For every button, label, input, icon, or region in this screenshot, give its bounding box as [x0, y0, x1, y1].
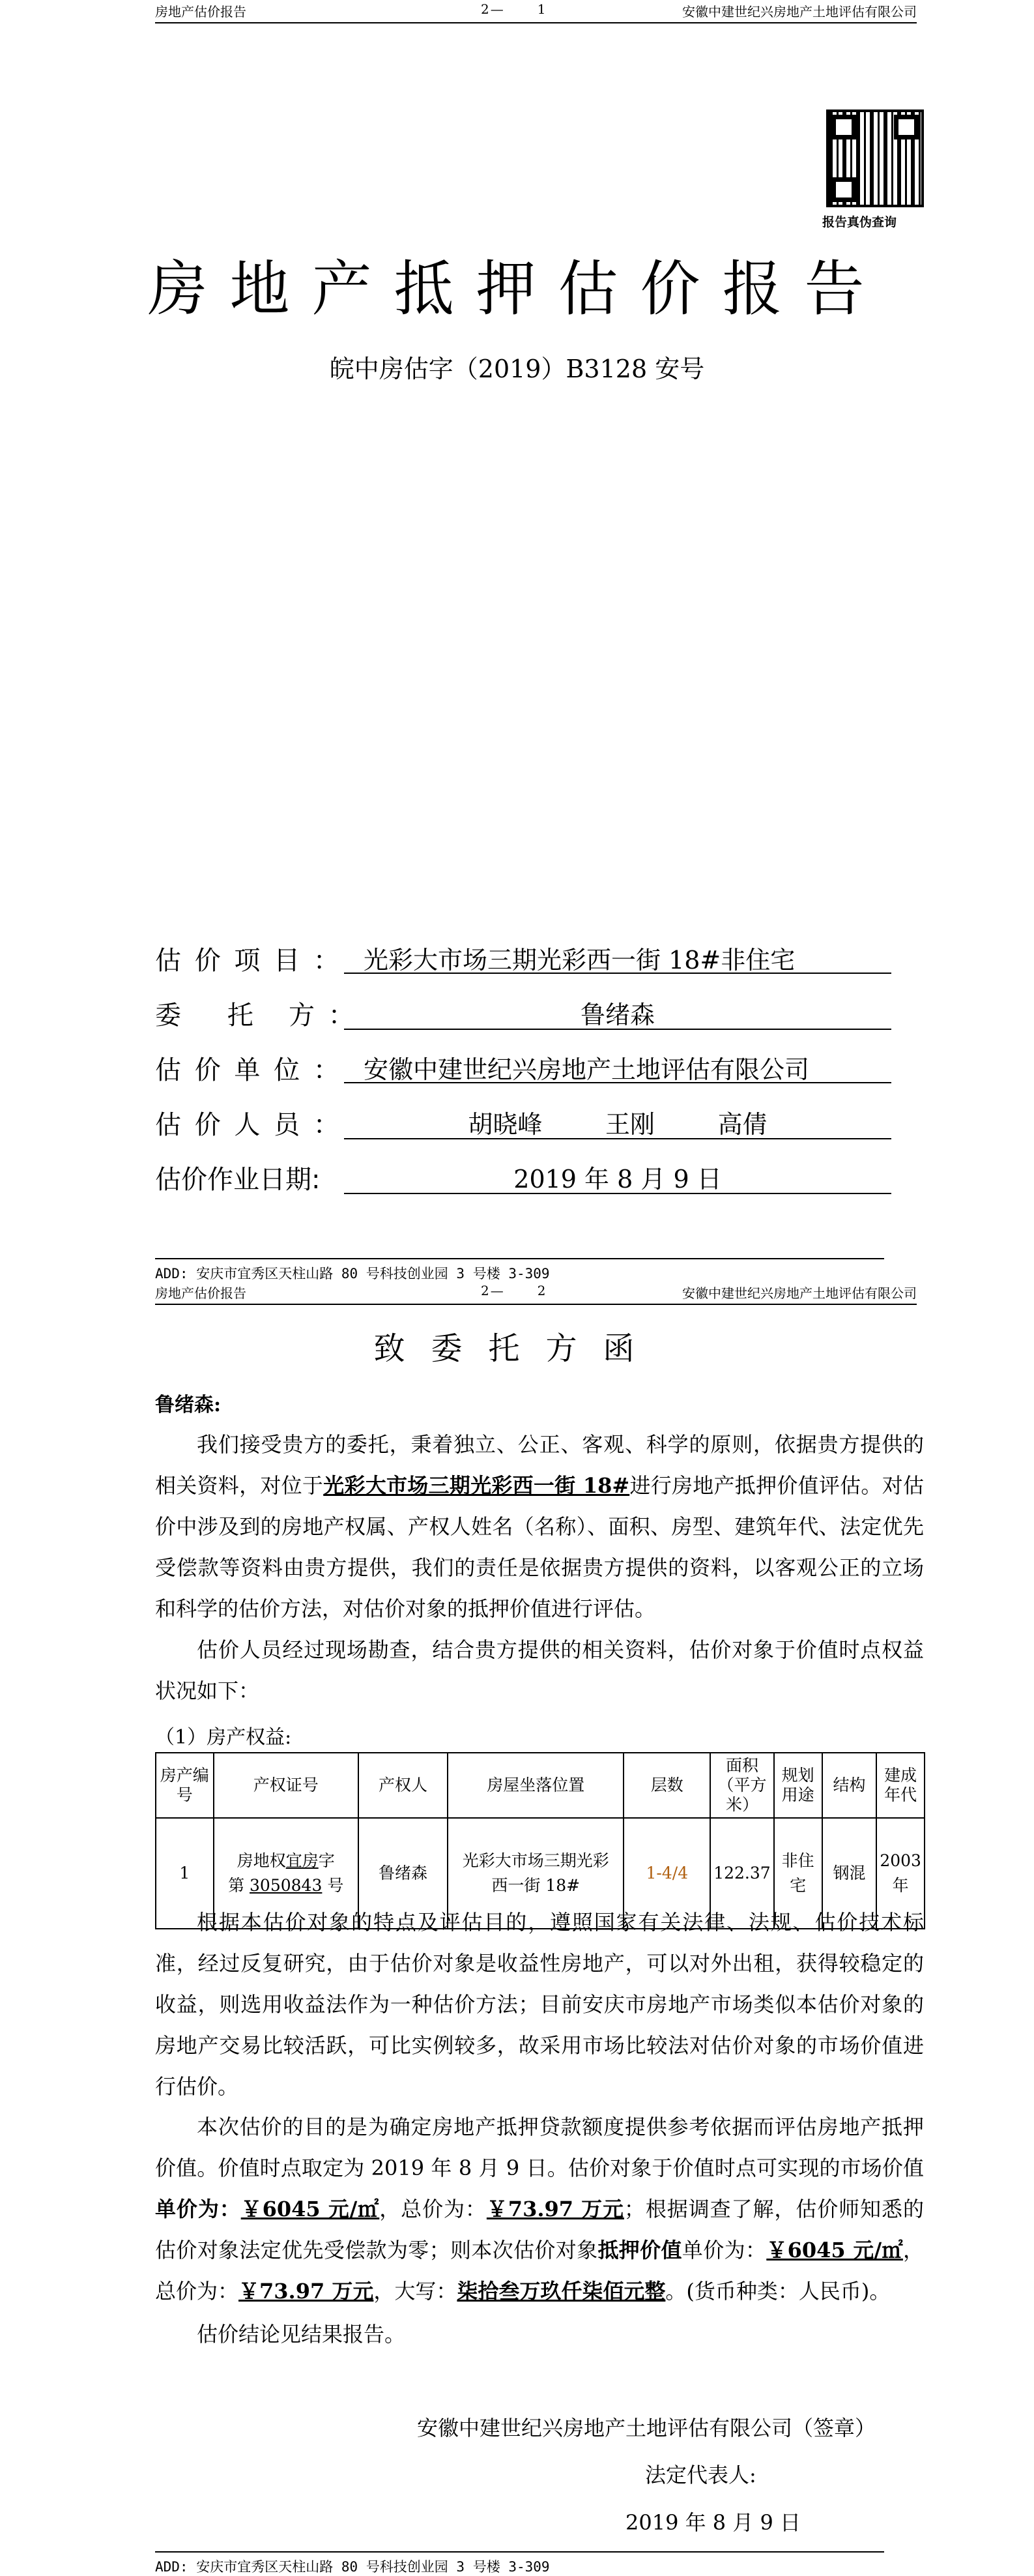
paragraph-2: 估价人员经过现场勘查，结合贵方提供的相关资料，估价对象于价值时点权益状况如下：	[155, 1637, 924, 1703]
page-header	[155, 1281, 917, 1305]
cell-location: 光彩大市场三期光彩西一街 18#	[448, 1818, 624, 1929]
col-header: 结构	[822, 1753, 877, 1818]
col-header: 规划用途	[774, 1753, 822, 1818]
header-page-number: 2— 1	[481, 1, 547, 17]
header-left: 房地产估价报告	[155, 4, 246, 20]
qr-code-icon[interactable]	[826, 110, 924, 207]
col-header: 产权证号	[214, 1753, 358, 1818]
field-value: 安徽中建世纪兴房地产土地评估有限公司	[344, 1049, 891, 1083]
paragraph-1: 我们接受贵方的委托，秉着独立、公正、客观、科学的原则，依据贵方提供的相关资料，对位于光彩大市场三期光彩西一街 18#进行房地产抵押价值评估。对估价中涉及到的房地产权属、产权人姓名（名称）、面积、房型、建筑年代、法定优先受偿款等资料由贵方提供，我们的责任是依据贵方提供的资料，以客观公正的立场和科学的估价方法，对估价对象的抵押价值进行评估。	[155, 1432, 924, 1621]
field-label: 估 价 人 员 ：	[155, 1110, 342, 1140]
cell-no: 1	[156, 1818, 214, 1929]
salutation: 鲁绪森:	[155, 1394, 222, 1416]
report-title: 房地产抵押估价报告	[147, 254, 887, 324]
page-header	[155, 0, 917, 23]
letter-title: 致委托方函	[373, 1330, 661, 1367]
unit-price: ￥6045 元/㎡	[240, 2197, 380, 2221]
mortgage-unit-price: ￥6045 元/㎡	[766, 2238, 903, 2262]
field-label: 委 托 方 ：	[155, 1001, 357, 1031]
header-right: 安徽中建世纪兴房地产土地评估有限公司	[682, 4, 917, 20]
page-footer: ADD: 安庆市宜秀区天柱山路 80 号科技创业园 3 号楼 3-309	[155, 1258, 884, 1283]
cell-owner: 鲁绪森	[358, 1818, 448, 1929]
paragraph-4: 本次估价的目的是为确定房地产抵押贷款额度提供参考依据而评估房地产抵押价值。价值时点取定为 2019 年 8 月 9 日。估价对象于价值时点可实现的市场价值单价为：￥6045 元/㎡，总价为：￥73.97 万元；根据调查了解，估价师知悉的估价对象法定优先受偿款为零；则本次估价对象抵押价值单价为：￥6045 元/㎡，总价为：￥73.97 万元，大写：柒拾叁万玖仟柒佰元整。(货币种类：人民币)。	[155, 2115, 924, 2304]
signature-representative: 法定代表人:	[645, 2463, 756, 2487]
field-appraisers	[155, 1104, 891, 1143]
page-footer: ADD: 安庆市宜秀区天柱山路 80 号科技创业园 3 号楼 3-309	[155, 2551, 884, 2576]
field-value: 2019 年 8 月 9 日	[344, 1159, 891, 1194]
sub-heading: （1）房产权益:	[155, 1726, 292, 1749]
field-value: 胡晓峰 王刚 高倩	[344, 1104, 891, 1139]
field-project	[155, 940, 891, 979]
col-header: 面积（平方米）	[710, 1753, 773, 1818]
col-header: 房产编号	[156, 1753, 214, 1818]
field-label: 估 价 项 目 ：	[155, 946, 342, 976]
header-right: 安徽中建世纪兴房地产土地评估有限公司	[682, 1285, 917, 1301]
mortgage-total-price: ￥73.97 万元	[238, 2279, 374, 2304]
total-price: ￥73.97 万元	[486, 2197, 624, 2221]
signature-company: 安徽中建世纪兴房地产土地评估有限公司（签章）	[417, 2416, 876, 2440]
field-value: 光彩大市场三期光彩西一街 18#非住宅	[344, 940, 891, 974]
cell-cert: 房地权宜房字 第 3050843 号	[214, 1818, 358, 1929]
cell-floors: 1-4/4	[624, 1818, 710, 1929]
table-header-row	[156, 1753, 925, 1818]
field-value: 鲁绪森	[344, 995, 891, 1030]
property-location: 光彩大市场三期光彩西一街 18#	[323, 1473, 630, 1498]
signature-date: 2019 年 8 月 9 日	[625, 2510, 801, 2535]
qr-caption: 报告真伪查询	[822, 215, 897, 229]
cell-structure: 钢混	[822, 1818, 877, 1929]
field-appraiser-unit	[155, 1049, 891, 1089]
cell-year: 2003 年	[876, 1818, 925, 1929]
field-date	[155, 1159, 891, 1198]
field-client	[155, 995, 891, 1034]
col-header: 层数	[624, 1753, 710, 1818]
col-header: 产权人	[358, 1753, 448, 1818]
cell-use: 非住宅	[774, 1818, 822, 1929]
amount-in-words: 柒拾叁万玖仟柒佰元整	[457, 2279, 666, 2304]
cell-area: 122.37	[710, 1818, 773, 1929]
col-header: 房屋坐落位置	[448, 1753, 624, 1818]
paragraph-3: 根据本估价对象的特点及评估目的，遵照国家有关法律、法规、估价技术标准，经过反复研究，由于估价对象是收益性房地产，可以对外出租，获得较稳定的收益，则选用收益法作为一种估价方法；目前安庆市房地产市场类似本估价对象的房地产交易比较活跃，可比实例较多，故采用市场比较法对估价对象的市场价值进行估价。	[155, 1910, 924, 2099]
col-header: 建成年代	[876, 1753, 925, 1818]
field-label: 估价作业日期:	[155, 1165, 321, 1195]
header-page-number: 2— 2	[481, 1283, 547, 1298]
field-label: 估 价 单 位 ：	[155, 1055, 342, 1085]
document-number: 皖中房估字（2019）B3128 安号	[329, 355, 705, 383]
paragraph-5: 估价结论见结果报告。	[197, 2322, 406, 2347]
header-left: 房地产估价报告	[155, 1285, 246, 1301]
